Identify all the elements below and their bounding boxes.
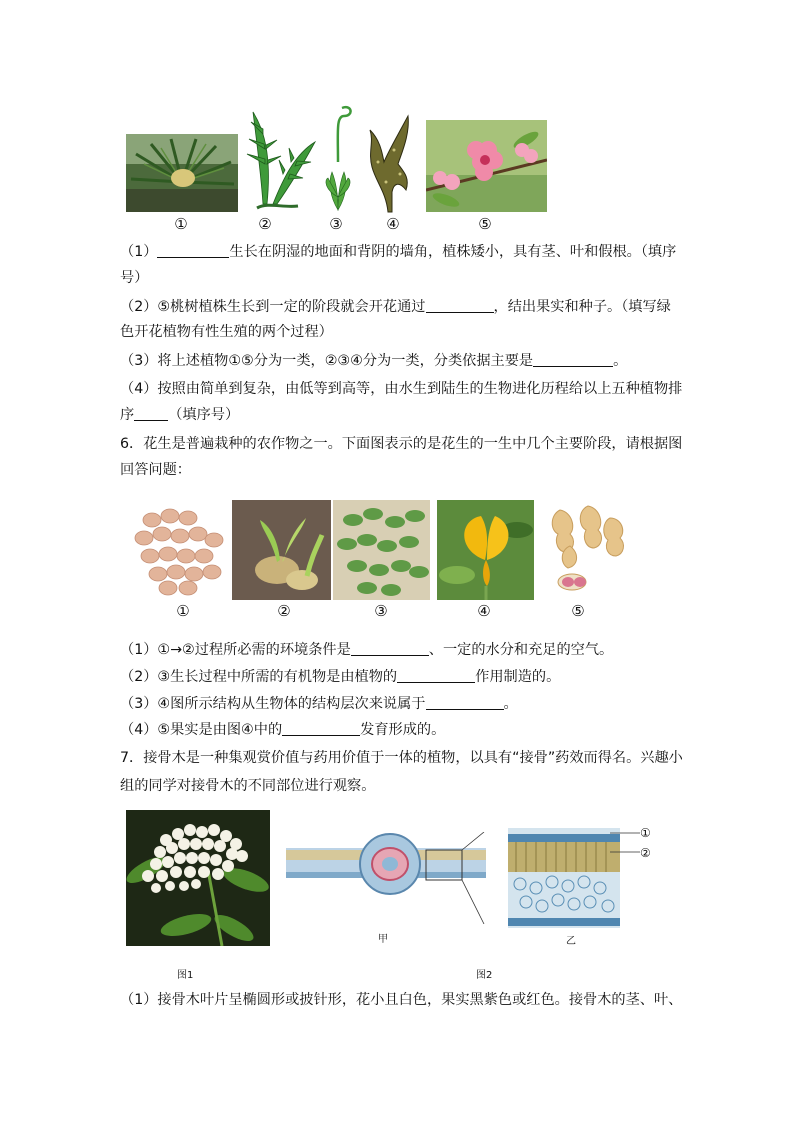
peanut-plant-photo — [333, 500, 430, 600]
peanut-flower-photo — [437, 500, 534, 600]
cycad-photo — [126, 134, 238, 212]
q6-question-4: （4）⑤果实是由图④中的 发育形成的。 — [120, 722, 446, 738]
q6-label-5: ⑤ — [571, 602, 585, 620]
q5-question-3: （3）将上述植物①⑤分为一类，②③④分为一类，分类依据主要是 。 — [120, 353, 628, 369]
answer-blank[interactable] — [134, 406, 168, 421]
label-yi: 乙 — [566, 936, 576, 947]
q5-label-1: ① — [174, 215, 188, 233]
q5-label-3: ③ — [329, 215, 343, 233]
q5-question-4: （4）按照由简单到复杂，由低等到高等，由水生到陆生的生物进化历程给以上五种植物排 — [120, 381, 683, 397]
peanut-fruit-photo — [540, 500, 630, 600]
q6-question-3: （3）④图所示结构从生物体的结构层次来说属于 。 — [120, 696, 518, 712]
q6-question-2: （2）③生长过程中所需的有机物是由植物的 作用制造的。 — [120, 669, 561, 685]
fern-drawing — [243, 104, 319, 214]
peanut-seeds-photo — [132, 500, 228, 598]
answer-blank[interactable] — [397, 668, 475, 683]
q6-question-1: （1）①→②过程所必需的环境条件是 、一定的水分和充足的空气。 — [120, 642, 614, 658]
q6-title: 6．花生是普遍栽种的农作物之一。下面图表示的是花生的一生中几个主要阶段，请根据图 — [120, 436, 683, 452]
label-jia: 甲 — [378, 934, 388, 945]
answer-blank[interactable] — [426, 695, 504, 710]
figure-1-caption: 图1 — [177, 970, 194, 981]
q5-label-4: ④ — [386, 215, 400, 233]
q5-question-2-cont: 色开花植物有性生殖的两个过程） — [120, 324, 333, 340]
answer-blank[interactable] — [351, 641, 429, 656]
answer-blank[interactable] — [282, 721, 360, 736]
q5-question-2: （2）⑤桃树植株生长到一定的阶段就会开花通过 ，结出果实和种子。（填写绿 — [120, 299, 671, 315]
leaf-cross-section-yi — [508, 828, 620, 928]
marker-1: ① — [640, 826, 651, 840]
q5-label-5: ⑤ — [478, 215, 492, 233]
q6-label-3: ③ — [374, 602, 388, 620]
q6-label-1: ① — [176, 602, 190, 620]
q7-title-cont: 组的同学对接骨木的不同部位进行观察。 — [120, 778, 376, 794]
figure-2-caption: 图2 — [476, 970, 493, 981]
q6-label-4: ④ — [477, 602, 491, 620]
elderberry-flower-photo — [126, 810, 270, 946]
q5-question-4-cont: 序 （填序号） — [120, 407, 240, 423]
q5-question-1: （1） 生长在阴湿的地面和背阴的墙角，植株矮小，具有茎、叶和假根。（填序 — [120, 244, 677, 260]
alga-drawing — [364, 112, 416, 214]
moss-drawing — [320, 102, 356, 212]
leaf-cross-section-jia — [286, 832, 486, 924]
answer-blank[interactable] — [426, 298, 494, 313]
marker-2: ② — [640, 846, 651, 860]
answer-blank[interactable] — [157, 243, 229, 258]
sprouting-peanut-photo — [232, 500, 331, 600]
q6-title-cont: 回答问题： — [120, 462, 191, 478]
q6-label-2: ② — [277, 602, 291, 620]
q7-question-1: （1）接骨木叶片呈椭圆形或披针形，花小且白色，果实黑紫色或红色。接骨木的茎、叶、 — [120, 992, 683, 1008]
answer-blank[interactable] — [533, 352, 613, 367]
q7-title: 7．接骨木是一种集观赏价值与药用价值于一体的植物，以具有“接骨”药效而得名。兴趣小 — [120, 750, 683, 766]
peach-blossom-photo — [426, 120, 547, 212]
q5-label-2: ② — [258, 215, 272, 233]
q5-question-1-cont: 号） — [120, 270, 149, 286]
